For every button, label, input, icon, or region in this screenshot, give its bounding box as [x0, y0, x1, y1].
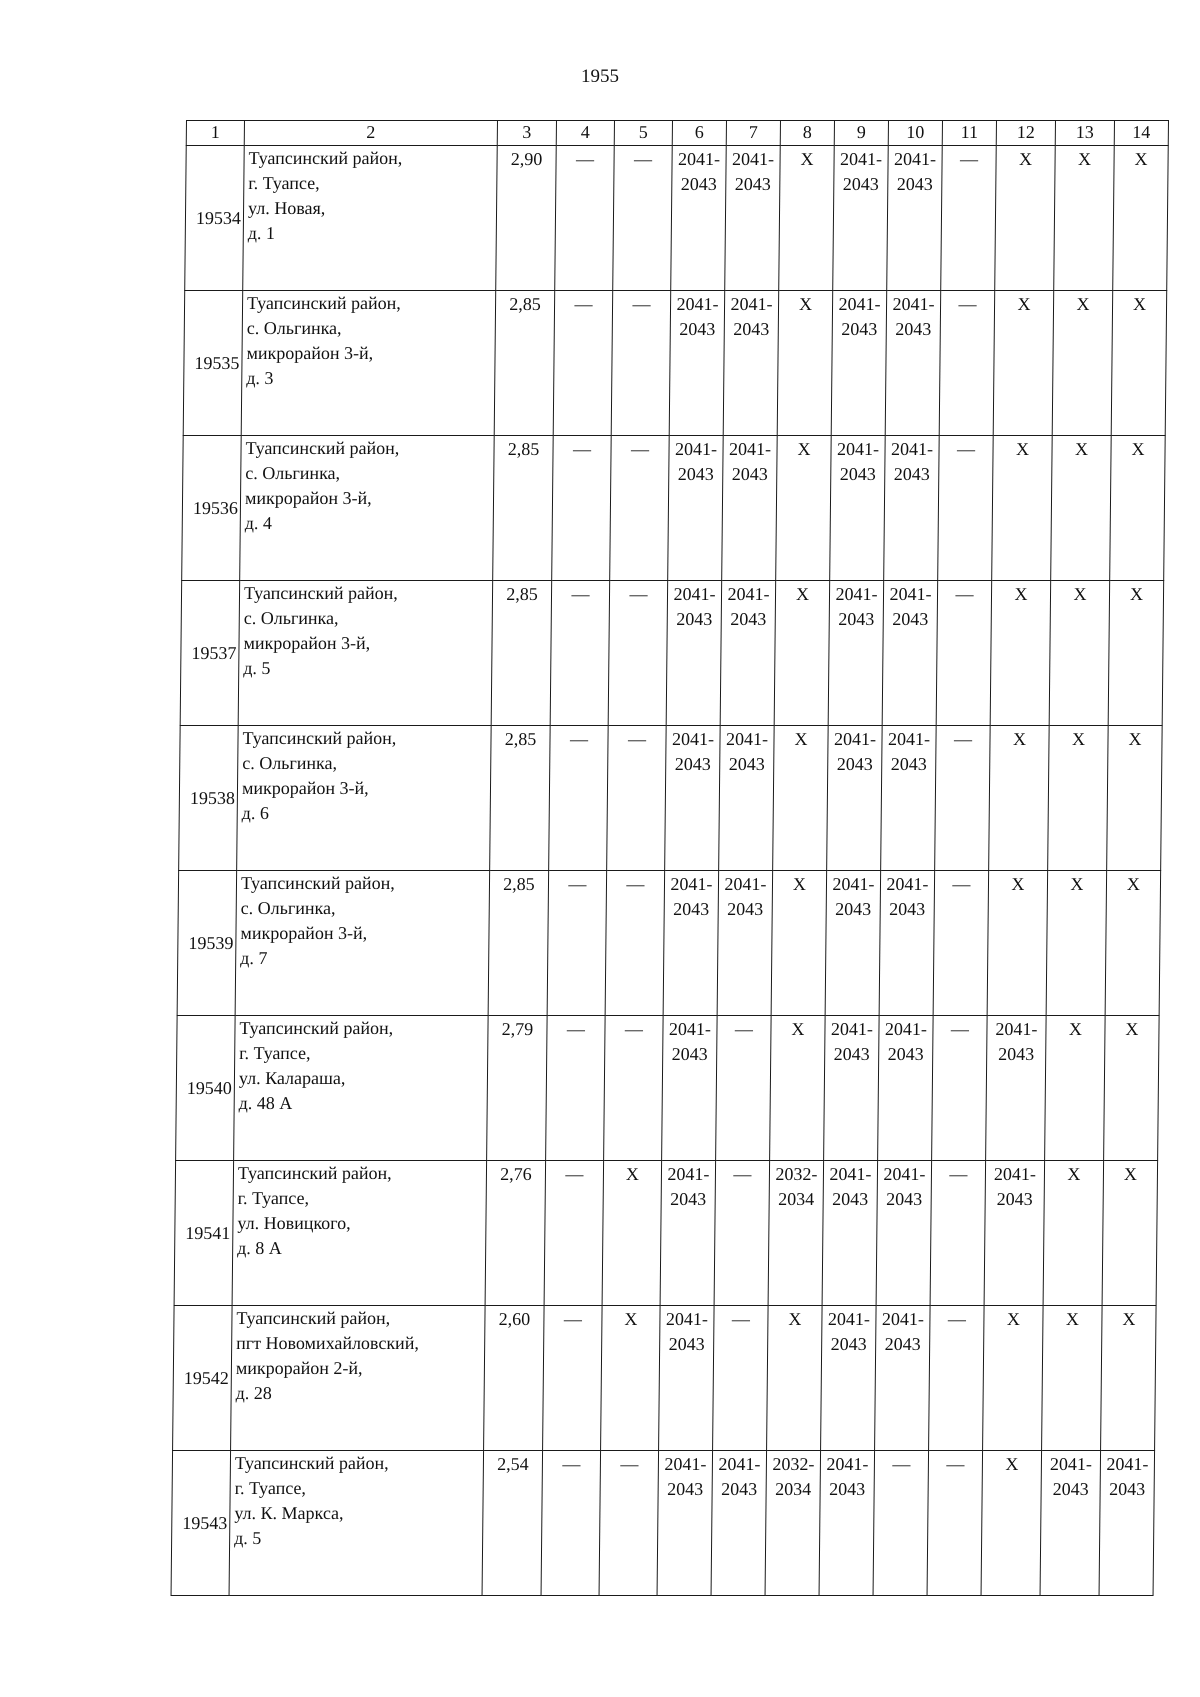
table-row	[174, 1161, 1158, 1306]
address-cell	[240, 436, 495, 581]
column-header-11: 11	[942, 121, 996, 146]
value-cell-col-14: Х	[1104, 1016, 1160, 1161]
address-line: г. Туапсе,	[239, 1043, 311, 1063]
value-cell-col-11: —	[941, 146, 997, 291]
value-cell-col-4: —	[546, 1016, 606, 1161]
column-header-5: 5	[614, 121, 672, 146]
value-cell-col-10: 2041-2043	[875, 1306, 931, 1451]
value-cell-col-6: 2041-2043	[662, 1016, 718, 1161]
record-number: 19543	[171, 1451, 231, 1596]
value-cell-col-10: 2041-2043	[878, 1016, 934, 1161]
address-line: д. 5	[243, 658, 271, 678]
value-cell-col-14: Х	[1108, 581, 1164, 726]
address-line: Туапсинский район,	[240, 873, 395, 893]
value-cell-col-13: Х	[1051, 436, 1112, 581]
value-cell-col-14: Х	[1111, 291, 1167, 436]
value-cell-col-3: 2,85	[494, 291, 555, 436]
value-cell-col-14: Х	[1107, 726, 1163, 871]
value-cell-col-12: 2041-2043	[984, 1161, 1045, 1306]
address-line: пгт Новомихайловский,	[236, 1333, 420, 1353]
value-cell-col-12: Х	[987, 871, 1048, 1016]
address-cell	[235, 871, 490, 1016]
value-cell-col-6: 2041-2043	[669, 291, 725, 436]
address-line: Туапсинский район,	[239, 1018, 394, 1038]
value-cell-col-9: 2041-2043	[831, 291, 887, 436]
value-cell-col-13: Х	[1046, 871, 1107, 1016]
value-cell-col-3: 2,54	[482, 1451, 543, 1596]
record-number: 19540	[176, 1016, 236, 1161]
value-cell-col-12: Х	[990, 581, 1051, 726]
value-cell-col-11: —	[938, 436, 994, 581]
column-header-13: 13	[1055, 121, 1114, 146]
table-header	[186, 121, 1168, 146]
value-cell-col-4: —	[553, 291, 613, 436]
table-row	[185, 146, 1169, 291]
address-line: микрорайон 3-й,	[240, 923, 368, 943]
value-cell-col-5: Х	[601, 1306, 661, 1451]
record-number: 19542	[173, 1306, 233, 1451]
value-cell-col-10: 2041-2043	[876, 1161, 932, 1306]
value-cell-col-13: Х	[1049, 581, 1110, 726]
value-cell-col-5: Х	[602, 1161, 662, 1306]
record-number: 19538	[179, 726, 239, 871]
value-cell-col-14: Х	[1113, 146, 1169, 291]
address-line: д. 7	[240, 948, 268, 968]
record-number: 19534	[185, 146, 245, 291]
table-row	[177, 871, 1161, 1016]
address-line: д. 4	[244, 513, 273, 533]
value-cell-col-8: Х	[774, 581, 830, 726]
value-cell-col-14: 2041-2043	[1099, 1451, 1155, 1596]
column-header-9: 9	[834, 121, 888, 146]
address-cell	[243, 146, 498, 291]
address-line: Туапсинский район,	[245, 438, 400, 458]
address-line: с. Ольгинка,	[245, 463, 341, 483]
address-line: ул. Калараша,	[238, 1068, 346, 1088]
housing-register-table	[171, 120, 1169, 1596]
value-cell-col-3: 2,76	[485, 1161, 546, 1306]
column-header-6: 6	[672, 121, 726, 146]
value-cell-col-3: 2,60	[484, 1306, 545, 1451]
value-cell-col-7: 2041-2043	[720, 581, 776, 726]
value-cell-col-5: —	[608, 581, 668, 726]
value-cell-col-4: —	[547, 871, 607, 1016]
value-cell-col-6: 2041-2043	[668, 436, 724, 581]
value-cell-col-5: —	[610, 436, 670, 581]
value-cell-col-4: —	[552, 436, 612, 581]
table-row	[171, 1451, 1155, 1596]
value-cell-col-12: Х	[983, 1306, 1044, 1451]
value-cell-col-12: Х	[981, 1451, 1042, 1596]
column-header-10: 10	[888, 121, 942, 146]
value-cell-col-8: Х	[771, 871, 827, 1016]
address-line: д. 1	[247, 223, 276, 243]
column-header-8: 8	[780, 121, 834, 146]
value-cell-col-10: 2041-2043	[882, 581, 938, 726]
value-cell-col-14: Х	[1110, 436, 1166, 581]
address-line: г. Туапсе,	[248, 173, 320, 193]
address-line: микрорайон 3-й,	[244, 488, 372, 508]
address-line: с. Ольгинка,	[242, 753, 338, 773]
value-cell-col-9: 2041-2043	[824, 1016, 880, 1161]
value-cell-col-6: 2041-2043	[660, 1161, 716, 1306]
value-cell-col-7: —	[714, 1161, 770, 1306]
value-cell-col-4: —	[543, 1306, 603, 1451]
value-cell-col-13: Х	[1042, 1306, 1103, 1451]
address-line: Туапсинский район,	[237, 1163, 392, 1183]
value-cell-col-13: 2041-2043	[1040, 1451, 1101, 1596]
value-cell-col-3: 2,85	[490, 726, 551, 871]
address-cell	[241, 291, 496, 436]
value-cell-col-6: 2041-2043	[659, 1306, 715, 1451]
value-cell-col-5: —	[599, 1451, 659, 1596]
address-line: микрорайон 2-й,	[235, 1358, 363, 1378]
value-cell-col-10: 2041-2043	[881, 726, 937, 871]
value-cell-col-7: 2041-2043	[719, 726, 775, 871]
value-cell-col-11: —	[933, 871, 989, 1016]
record-number: 19539	[177, 871, 237, 1016]
address-line: с. Ольгинка,	[243, 608, 339, 628]
record-number: 19537	[180, 581, 240, 726]
value-cell-col-10: 2041-2043	[885, 291, 941, 436]
value-cell-col-4: —	[550, 581, 610, 726]
value-cell-col-10: 2041-2043	[887, 146, 943, 291]
address-line: Туапсинский район,	[246, 293, 401, 313]
value-cell-col-7: 2041-2043	[711, 1451, 767, 1596]
value-cell-col-9: 2041-2043	[833, 146, 889, 291]
address-line: с. Ольгинка,	[240, 898, 336, 918]
value-cell-col-6: 2041-2043	[666, 581, 722, 726]
table-row	[183, 291, 1167, 436]
value-cell-col-11: —	[935, 726, 991, 871]
table-row	[180, 581, 1164, 726]
address-cell	[234, 1016, 489, 1161]
value-cell-col-4: —	[555, 146, 615, 291]
value-cell-col-4: —	[549, 726, 609, 871]
address-cell	[231, 1306, 486, 1451]
table-body	[171, 146, 1168, 1596]
table-row	[176, 1016, 1160, 1161]
address-line: микрорайон 3-й,	[241, 778, 369, 798]
address-line: микрорайон 3-й,	[243, 633, 371, 653]
value-cell-col-5: —	[613, 146, 673, 291]
address-line: д. 3	[246, 368, 274, 388]
column-header-4: 4	[556, 121, 614, 146]
address-line: д. 48 А	[238, 1093, 293, 1113]
value-cell-col-7: 2041-2043	[722, 436, 778, 581]
value-cell-col-9: 2041-2043	[822, 1161, 878, 1306]
value-cell-col-5: —	[607, 726, 667, 871]
value-cell-col-12: 2041-2043	[986, 1016, 1047, 1161]
value-cell-col-8: Х	[770, 1016, 826, 1161]
value-cell-col-7: —	[716, 1016, 772, 1161]
value-cell-col-11: —	[936, 581, 992, 726]
value-cell-col-8: 2032-2034	[765, 1451, 821, 1596]
address-line: г. Туапсе,	[237, 1188, 310, 1208]
value-cell-col-12: Х	[989, 726, 1050, 871]
column-header-3: 3	[497, 121, 556, 146]
value-cell-col-8: Х	[773, 726, 829, 871]
table-row	[173, 1306, 1157, 1451]
value-cell-col-5: —	[604, 1016, 664, 1161]
column-header-14: 14	[1114, 121, 1168, 146]
page-number: 1955	[581, 66, 619, 87]
column-header-2: 2	[244, 121, 497, 146]
address-line: Туапсинский район,	[242, 728, 397, 748]
address-line: микрорайон 3-й,	[246, 343, 374, 363]
value-cell-col-14: Х	[1105, 871, 1161, 1016]
value-cell-col-11: —	[929, 1306, 985, 1451]
address-line: ул. К. Маркса,	[234, 1503, 344, 1523]
record-number: 19535	[183, 291, 243, 436]
value-cell-col-7: 2041-2043	[717, 871, 773, 1016]
column-header-7: 7	[726, 121, 780, 146]
value-cell-col-4: —	[541, 1451, 601, 1596]
value-cell-col-3: 2,85	[488, 871, 549, 1016]
value-cell-col-3: 2,85	[491, 581, 552, 726]
address-line: Туапсинский район,	[234, 1453, 389, 1473]
column-number-row	[186, 121, 1168, 146]
value-cell-col-11: —	[930, 1161, 986, 1306]
value-cell-col-9: 2041-2043	[819, 1451, 875, 1596]
value-cell-col-13: Х	[1045, 1016, 1106, 1161]
value-cell-col-6: 2041-2043	[671, 146, 727, 291]
address-line: Туапсинский район,	[243, 583, 398, 603]
value-cell-col-10: 2041-2043	[884, 436, 940, 581]
value-cell-col-10: 2041-2043	[879, 871, 935, 1016]
value-cell-col-8: Х	[777, 291, 833, 436]
value-cell-col-8: 2032-2034	[768, 1161, 824, 1306]
address-line: д. 5	[234, 1528, 262, 1548]
value-cell-col-8: Х	[776, 436, 832, 581]
address-line: д. 8 А	[237, 1238, 282, 1258]
address-line: Туапсинский район,	[248, 148, 403, 168]
value-cell-col-7: 2041-2043	[725, 146, 781, 291]
value-cell-col-7: —	[713, 1306, 769, 1451]
value-cell-col-8: Х	[767, 1306, 823, 1451]
value-cell-col-9: 2041-2043	[821, 1306, 877, 1451]
value-cell-col-14: Х	[1101, 1306, 1157, 1451]
address-cell	[238, 581, 493, 726]
address-cell	[229, 1451, 484, 1596]
address-line: д. 28	[235, 1383, 272, 1403]
value-cell-col-3: 2,90	[496, 146, 557, 291]
address-cell	[232, 1161, 487, 1306]
value-cell-col-9: 2041-2043	[828, 581, 884, 726]
value-cell-col-6: 2041-2043	[665, 726, 721, 871]
value-cell-col-8: Х	[779, 146, 835, 291]
value-cell-col-5: —	[605, 871, 665, 1016]
value-cell-col-11: —	[927, 1451, 983, 1596]
value-cell-col-13: Х	[1048, 726, 1109, 871]
value-cell-col-6: 2041-2043	[663, 871, 719, 1016]
record-number: 19536	[182, 436, 242, 581]
record-number: 19541	[174, 1161, 234, 1306]
address-line: Туапсинский район,	[236, 1308, 391, 1328]
address-cell	[237, 726, 492, 871]
value-cell-col-6: 2041-2043	[657, 1451, 713, 1596]
value-cell-col-5: —	[611, 291, 671, 436]
column-header-1: 1	[186, 121, 244, 146]
value-cell-col-12: Х	[993, 291, 1054, 436]
value-cell-col-14: Х	[1102, 1161, 1158, 1306]
value-cell-col-11: —	[939, 291, 995, 436]
address-line: ул. Новая,	[247, 198, 326, 218]
table-row	[182, 436, 1166, 581]
value-cell-col-13: Х	[1052, 291, 1113, 436]
value-cell-col-4: —	[544, 1161, 604, 1306]
address-line: ул. Новицкого,	[237, 1213, 351, 1233]
value-cell-col-11: —	[932, 1016, 988, 1161]
value-cell-col-13: Х	[1043, 1161, 1104, 1306]
table-row	[179, 726, 1163, 871]
value-cell-col-12: Х	[992, 436, 1053, 581]
address-line: с. Ольгинка,	[246, 318, 342, 338]
value-cell-col-13: Х	[1054, 146, 1115, 291]
address-line: д. 6	[241, 803, 270, 823]
value-cell-col-9: 2041-2043	[827, 726, 883, 871]
address-line: г. Туапсе,	[234, 1478, 307, 1498]
value-cell-col-7: 2041-2043	[723, 291, 779, 436]
value-cell-col-9: 2041-2043	[830, 436, 886, 581]
value-cell-col-9: 2041-2043	[825, 871, 881, 1016]
value-cell-col-3: 2,79	[487, 1016, 548, 1161]
value-cell-col-3: 2,85	[493, 436, 554, 581]
column-header-12: 12	[996, 121, 1055, 146]
value-cell-col-12: Х	[995, 146, 1056, 291]
value-cell-col-10: —	[873, 1451, 929, 1596]
